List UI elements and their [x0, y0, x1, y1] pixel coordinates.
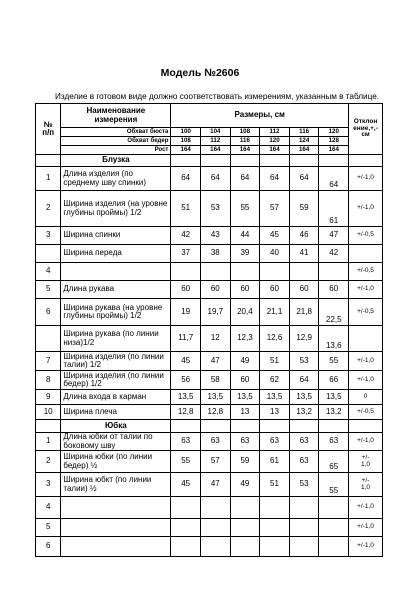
- size-value: 51: [260, 352, 290, 371]
- tolerance-value: 0: [349, 390, 383, 405]
- tolerance-value: +/-1,0: [349, 191, 383, 227]
- header-hips-size: 108: [171, 137, 201, 146]
- tolerance-value: [349, 245, 383, 263]
- section-empty-cell: [289, 420, 319, 433]
- table-row: [36, 299, 383, 326]
- header-height-size: 164: [289, 146, 319, 155]
- table-row: [36, 473, 383, 497]
- size-value: 60: [260, 281, 290, 299]
- tolerance-value: +/-1,0: [349, 167, 383, 191]
- size-value: [171, 497, 201, 519]
- section-empty-cell: [260, 155, 290, 167]
- header-hips-size: 120: [260, 137, 290, 146]
- size-value: [200, 537, 230, 557]
- row-number: 4: [36, 263, 61, 281]
- section-num-cell: [36, 155, 61, 167]
- size-value: [230, 263, 260, 281]
- size-value: 61: [260, 451, 290, 473]
- table-row: [36, 245, 383, 263]
- row-number: 3: [36, 227, 61, 245]
- size-value: 21,1: [260, 299, 290, 326]
- measurement-name: [61, 519, 171, 537]
- size-value: 60: [319, 281, 349, 299]
- size-value: [200, 519, 230, 537]
- header-bust-size: 108: [230, 128, 260, 137]
- size-value: [260, 519, 290, 537]
- size-value: 63: [230, 433, 260, 451]
- size-value: [230, 537, 260, 557]
- size-value: 53: [289, 352, 319, 371]
- header-height-size: 164: [200, 146, 230, 155]
- size-value: 57: [200, 451, 230, 473]
- row-number: 2: [36, 451, 61, 473]
- size-value: 12,8: [171, 405, 201, 420]
- measurement-name: [61, 263, 171, 281]
- tolerance-value: +/-1,0: [349, 281, 383, 299]
- tolerance-value: +/-1,0: [349, 433, 383, 451]
- header-bust-size: 112: [260, 128, 290, 137]
- size-value: 65: [319, 451, 349, 473]
- measurement-name: Ширина рукава (по линии низа)1/2: [61, 326, 171, 352]
- size-value: [230, 497, 260, 519]
- size-value: [200, 497, 230, 519]
- measurement-name: Ширина изделия (по линии бедер) 1/2: [61, 371, 171, 390]
- table-row: [36, 433, 383, 451]
- header-hips-label: Обхват бедер: [61, 137, 171, 146]
- size-value: 13,2: [289, 405, 319, 420]
- size-value: 45: [260, 227, 290, 245]
- tolerance-value: [349, 326, 383, 352]
- size-value: 61: [319, 191, 349, 227]
- tolerance-value: +/- 1,0: [349, 473, 383, 497]
- header-hips-size: 124: [289, 137, 319, 146]
- header-height-size: 164: [171, 146, 201, 155]
- header-hips-size: 128: [319, 137, 349, 146]
- tolerance-value: +/-1,0: [349, 371, 383, 390]
- section-title: Блузка: [61, 155, 171, 167]
- row-number: 9: [36, 390, 61, 405]
- size-value: 63: [289, 433, 319, 451]
- header-hips-size: 116: [230, 137, 260, 146]
- table-row: [36, 191, 383, 227]
- size-value: 37: [171, 245, 201, 263]
- size-value: [171, 537, 201, 557]
- size-value: 43: [200, 227, 230, 245]
- row-number: 2: [36, 191, 61, 227]
- row-number: 10: [36, 405, 61, 420]
- tolerance-value: +/-1,0: [349, 352, 383, 371]
- size-value: 59: [230, 451, 260, 473]
- size-value: 51: [260, 473, 290, 497]
- size-value: 56: [171, 371, 201, 390]
- size-value: [260, 263, 290, 281]
- tolerance-value: +/-0,5: [349, 299, 383, 326]
- size-value: 53: [289, 473, 319, 497]
- section-empty-cell: [230, 155, 260, 167]
- header-height-label: Рост: [61, 146, 171, 155]
- size-value: [289, 537, 319, 557]
- size-value: 55: [319, 473, 349, 497]
- size-value: 51: [171, 191, 201, 227]
- header-tolerance: Отклон ение,+,- см: [349, 104, 383, 155]
- size-value: 63: [171, 433, 201, 451]
- size-value: 53: [200, 191, 230, 227]
- size-value: 55: [171, 451, 201, 473]
- size-value: [319, 519, 349, 537]
- size-value: 49: [230, 352, 260, 371]
- header-bust-size: 116: [289, 128, 319, 137]
- measurement-name: Ширина плеча: [61, 405, 171, 420]
- header-sizes: Размеры, см: [171, 104, 349, 128]
- measurement-name: Длина рукава: [61, 281, 171, 299]
- page-subtitle: Изделие в готовом виде должно соответствовать измерениям, указанным в таблице.: [55, 92, 380, 101]
- row-number: 7: [36, 352, 61, 371]
- header-hips-size: 112: [200, 137, 230, 146]
- size-value: 13,5: [289, 390, 319, 405]
- row-number: 8: [36, 371, 61, 390]
- size-value: [200, 263, 230, 281]
- size-value: 64: [200, 167, 230, 191]
- section-empty-cell: [200, 155, 230, 167]
- size-value: 13,5: [171, 390, 201, 405]
- row-number: 6: [36, 299, 61, 326]
- row-number: 1: [36, 167, 61, 191]
- header-bust-size: 100: [171, 128, 201, 137]
- measurement-name: Длина входа в карман: [61, 390, 171, 405]
- header-num: № п/п: [36, 104, 61, 155]
- size-value: 11,7: [171, 326, 201, 352]
- size-value: 19,7: [200, 299, 230, 326]
- measurement-name: Ширина изделия (по линии талии) 1/2: [61, 352, 171, 371]
- measurement-name: Ширина рукава (на уровне глубины проймы) 1/2: [61, 299, 171, 326]
- section-empty-cell: [349, 420, 383, 433]
- table-row: [36, 326, 383, 352]
- size-value: [171, 519, 201, 537]
- size-value: 42: [319, 245, 349, 263]
- size-value: [319, 537, 349, 557]
- size-value: 60: [171, 281, 201, 299]
- measurement-name: Ширина переда: [61, 245, 171, 263]
- measurement-name: [61, 537, 171, 557]
- tolerance-value: +/-1,0: [349, 497, 383, 519]
- size-value: [289, 497, 319, 519]
- table-row: [36, 352, 383, 371]
- section-empty-cell: [171, 155, 201, 167]
- table-row: [36, 497, 383, 519]
- size-value: 62: [260, 371, 290, 390]
- section-empty-cell: [289, 155, 319, 167]
- row-number: 5: [36, 519, 61, 537]
- row-number: [36, 245, 61, 263]
- size-value: 13,6: [319, 326, 349, 352]
- row-number: 1: [36, 433, 61, 451]
- size-value: 63: [260, 433, 290, 451]
- size-value: 55: [319, 352, 349, 371]
- size-value: 13,5: [319, 390, 349, 405]
- size-value: 13,5: [230, 390, 260, 405]
- size-value: 60: [289, 281, 319, 299]
- size-value: 47: [200, 352, 230, 371]
- measurement-name: [61, 497, 171, 519]
- table-row: [36, 519, 383, 537]
- header-name: Наименование измерения: [61, 104, 171, 128]
- size-value: [260, 537, 290, 557]
- size-value: 12,8: [200, 405, 230, 420]
- size-value: 63: [200, 433, 230, 451]
- section-title: Юбка: [61, 420, 171, 433]
- size-value: 63: [319, 433, 349, 451]
- tolerance-value: +/-0,5: [349, 227, 383, 245]
- tolerance-value: +/-0,5: [349, 405, 383, 420]
- measurement-name: Длина юбки от талии по боковому шву: [61, 433, 171, 451]
- size-value: 57: [260, 191, 290, 227]
- size-value: 49: [230, 473, 260, 497]
- size-value: [230, 519, 260, 537]
- measurement-name: Ширина спинки: [61, 227, 171, 245]
- size-value: [289, 519, 319, 537]
- tolerance-value: +/-1,0: [349, 519, 383, 537]
- header-height-size: 164: [260, 146, 290, 155]
- size-value: 47: [319, 227, 349, 245]
- size-value: 59: [289, 191, 319, 227]
- size-value: 45: [171, 473, 201, 497]
- page-title: Модель №2606: [160, 67, 240, 79]
- table-row: [36, 405, 383, 420]
- section-empty-cell: [319, 155, 349, 167]
- size-value: 12: [200, 326, 230, 352]
- size-value: 22,5: [319, 299, 349, 326]
- tolerance-value: +/- 1,0: [349, 451, 383, 473]
- size-value: 64: [289, 371, 319, 390]
- table-row: [36, 227, 383, 245]
- size-value: [319, 497, 349, 519]
- section-empty-cell: [319, 420, 349, 433]
- table-row: [36, 537, 383, 557]
- row-number: 5: [36, 281, 61, 299]
- table-row: [36, 281, 383, 299]
- section-empty-cell: [260, 420, 290, 433]
- measurement-name: Ширина изделия (на уровне глубины проймы) 1/2: [61, 191, 171, 227]
- size-value: 13,5: [260, 390, 290, 405]
- header-bust-size: 120: [319, 128, 349, 137]
- table-row: [36, 263, 383, 281]
- row-number: [36, 326, 61, 352]
- section-empty-cell: [200, 420, 230, 433]
- section-empty-cell: [230, 420, 260, 433]
- row-number: 6: [36, 537, 61, 557]
- size-value: 13,2: [319, 405, 349, 420]
- size-value: 47: [200, 473, 230, 497]
- size-value: [260, 497, 290, 519]
- tolerance-value: +/-0,5: [349, 263, 383, 281]
- size-value: 44: [230, 227, 260, 245]
- size-value: 60: [230, 371, 260, 390]
- header-height-size: 164: [319, 146, 349, 155]
- size-value: 38: [200, 245, 230, 263]
- table-row: [36, 371, 383, 390]
- size-value: 12,9: [289, 326, 319, 352]
- size-value: 46: [289, 227, 319, 245]
- size-value: 13: [260, 405, 290, 420]
- tolerance-value: +/-1,0: [349, 537, 383, 557]
- size-value: [289, 263, 319, 281]
- table-row: [36, 167, 383, 191]
- size-value: [319, 263, 349, 281]
- section-num-cell: [36, 420, 61, 433]
- size-value: 20,4: [230, 299, 260, 326]
- size-value: 63: [289, 451, 319, 473]
- size-value: 55: [230, 191, 260, 227]
- size-value: 13: [230, 405, 260, 420]
- row-number: 4: [36, 497, 61, 519]
- section-empty-cell: [171, 420, 201, 433]
- size-value: 13,5: [200, 390, 230, 405]
- size-value: 66: [319, 371, 349, 390]
- size-value: 64: [319, 167, 349, 191]
- size-value: 12,3: [230, 326, 260, 352]
- section-empty-cell: [349, 155, 383, 167]
- size-value: [171, 263, 201, 281]
- table-row: [36, 390, 383, 405]
- size-value: 60: [200, 281, 230, 299]
- size-value: 39: [230, 245, 260, 263]
- size-value: 41: [289, 245, 319, 263]
- header-height-size: 164: [230, 146, 260, 155]
- size-value: 64: [289, 167, 319, 191]
- size-value: 42: [171, 227, 201, 245]
- size-value: 64: [230, 167, 260, 191]
- row-number: 3: [36, 473, 61, 497]
- measurement-name: Ширина юбки (по линии бедер) ½: [61, 451, 171, 473]
- size-value: 58: [200, 371, 230, 390]
- size-value: 64: [260, 167, 290, 191]
- measurements-table: [35, 103, 383, 557]
- header-bust-size: 104: [200, 128, 230, 137]
- measurement-name: Длина изделия (по среднему шву спинки): [61, 167, 171, 191]
- size-value: 64: [171, 167, 201, 191]
- size-value: 45: [171, 352, 201, 371]
- size-value: 40: [260, 245, 290, 263]
- size-value: 12,6: [260, 326, 290, 352]
- table-row: [36, 451, 383, 473]
- size-value: 60: [230, 281, 260, 299]
- measurement-name: Ширина юбкт (по линии талии) ½: [61, 473, 171, 497]
- size-value: 21,8: [289, 299, 319, 326]
- header-bust-label: Обхват бюста: [61, 128, 171, 137]
- size-value: 19: [171, 299, 201, 326]
